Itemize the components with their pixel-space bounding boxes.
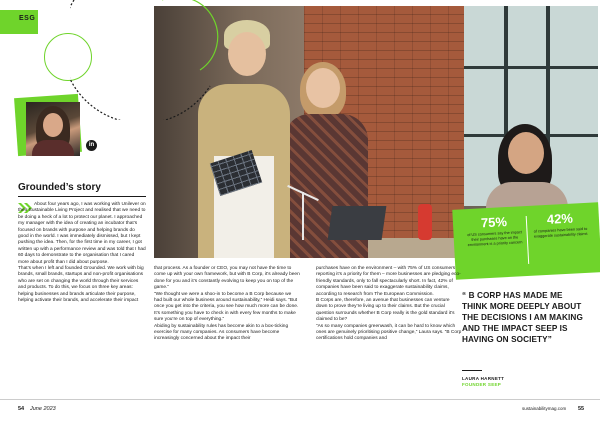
- sidebar-rule: [18, 196, 146, 197]
- laptop: [328, 206, 387, 240]
- photo-person: [508, 132, 544, 174]
- footer-rule: [0, 399, 600, 400]
- decorative-arc-accent: [160, 0, 220, 80]
- page-number-right: 55: [578, 406, 585, 412]
- stat-item: [529, 211, 592, 240]
- sidebar-body-text: About four years ago, I was working with Unilever on their Sustainable Living Project and realised that we need to be doing a heck of a lot to protect our planet. I approached my manager with the idea of creating an incubator that’s focused on brands with purpose and helping brands do good in the world. I was immediately dismissed, but I kept pushing the idea. Then, for the first time in my career, I got written up with a performance review and was told that I had 60 days to demonstrate to the organisation that I cared more about profit than I did about purpose. That’s when I left and founded Grounded. We work with big brands, small brands, startups and non-profit organisations who are set on changing the world through their services and products. To do this, we focus on three key areas: helping businesses and brands articulate their purpose, helping activate their brands, and accelerate their impact: [18, 202, 146, 304]
- wind-turbine-model: [302, 192, 304, 240]
- site-url[interactable]: sustainabilitymag.com: [522, 406, 567, 411]
- quote-author-role: FOUNDER SEEP: [462, 382, 502, 387]
- issue-date: June 2023: [30, 406, 56, 412]
- portrait-face: [43, 113, 63, 137]
- sidebar-title: Grounded’s story: [18, 182, 101, 193]
- author-rule: [462, 370, 482, 371]
- stat-item: [463, 214, 527, 248]
- water-bottle: [418, 204, 432, 240]
- page-number-left: 54: [18, 406, 25, 412]
- photo-person: [228, 32, 266, 76]
- section-tab: [0, 10, 38, 34]
- pull-quote: “ B CORP HAS MADE ME THINK MORE DEEPLY ABOUT THE DECISIONS I AM MAKING AND THE IMPACT SEEP IS HAVING ON SOCIETY”: [462, 291, 583, 344]
- window-frame: [464, 66, 598, 69]
- stat-description: of companies have been said to exaggerate sustainability claims: [533, 226, 588, 239]
- stat-value: 75%: [480, 214, 508, 231]
- stats-box: [452, 202, 600, 280]
- author-portrait: [26, 102, 80, 156]
- linkedin-icon[interactable]: in: [86, 140, 97, 151]
- portrait-body: [32, 140, 74, 156]
- photo-person: [306, 68, 340, 108]
- section-label: ESG: [19, 15, 36, 22]
- stat-value: 42%: [546, 210, 574, 227]
- stat-description: of US consumers say the impact their purchases have on the environment is a priority concern: [467, 230, 523, 247]
- body-column-2: purchases have on the environment – with 75% of US consumers reporting it’s a priority for them – more businesses are pledging eco-friendly standards, only to fall spectacularly short. In fact, 42% of companies have been said to exaggerate sustainability claims, according to research from The European Commission. B Corps are, therefore, an avenue that businesses can venture down to prove they’re living up to their claims. But the crucial question surrounds whether B Corp really is the gold standard it’s claimed to be? “As so many companies greenwash, it can be hard to know which ones are genuinely prioritising positive change,” Laura says. “B Corp certifications hold companies and: [316, 266, 462, 342]
- body-column-1: that process. As a founder or CEO, you may not have the time to come up with your own framework, but with B Corp, it’s already been done for you and it’s constantly evolving to keep you on top of the game.” “We thought we were a shoo-in to become a B Corp because we had built our whole business around sustainability,” Heidi says. “But once you get into the criteria, you see how much more can be done. It’s something you have to check in with every few months to make sure you’re on top of everything.” Abiding by sustainability rules has become akin to a box-ticking exercise for many companies. As consumers have become increasingly concerned about the impact their: [154, 266, 300, 342]
- quote-author: LAURA HARNETT: [462, 376, 505, 381]
